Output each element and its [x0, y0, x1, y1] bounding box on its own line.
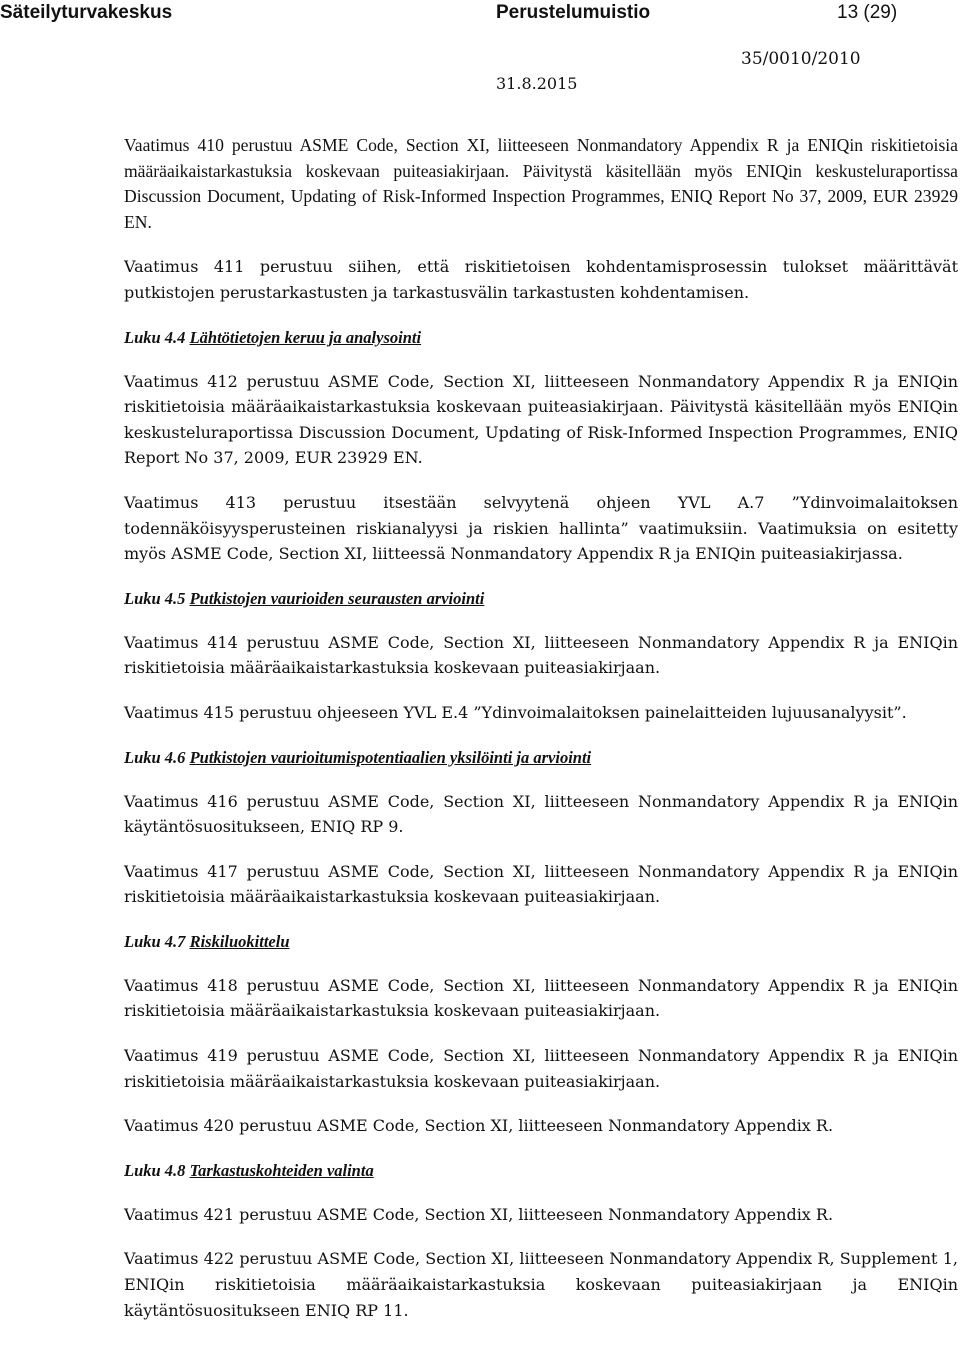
section-number: Luku 4.4 [124, 327, 186, 347]
paragraph-413: Vaatimus 413 perustuu itsestään selvyytenä ohjeen YVL A.7 ”Ydinvoimalaitoksen todennäköisyysperusteinen riskianalyysi ja riskien hallinta” vaatimuksiin. Vaatimuksia on esitetty myös ASME Code, Section XI, liitteessä Nonmandatory Appendix R ja ENIQin puiteasiakirjassa. [124, 492, 958, 564]
section-heading-4-5 [124, 586, 958, 611]
page-indicator: 13 (29) [837, 2, 898, 23]
section-title: Tarkastuskohteiden valinta [189, 1160, 374, 1180]
section-heading-4-6 [124, 745, 958, 770]
paragraph-418: Vaatimus 418 perustuu ASME Code, Section XI, liitteeseen Nonmandatory Appendix R ja ENIQin riskitietoisia määräaikaistarkastuksia koskevaan puiteasiakirjaan. [124, 975, 958, 1021]
document-date: 31.8.2015 [496, 74, 578, 93]
paragraph-410: Vaatimus 410 perustuu ASME Code, Section XI, liitteeseen Nonmandatory Appendix R ja ENIQin riskitietoisia määräaikaistarkastuksia koskevaan puiteasiakirjaan. Päivitystä käsitellään myös ENIQin keskusteluraportissa Discussion Document, Updating of Risk-Informed Inspection Programmes, ENIQ Report No 37, 2009, EUR 23929 EN. [124, 135, 958, 232]
paragraph-411: Vaatimus 411 perustuu siihen, että riskitietoisen kohdentamisprosessin tulokset määrittävät putkistojen perustarkastusten ja tarkastusvälin tarkastusten kohdentamisen. [124, 257, 958, 302]
paragraph-420: Vaatimus 420 perustuu ASME Code, Section XI, liitteeseen Nonmandatory Appendix R. [124, 1116, 834, 1136]
page-header [0, 0, 960, 100]
paragraph-421: Vaatimus 421 perustuu ASME Code, Section XI, liitteeseen Nonmandatory Appendix R. [124, 1204, 834, 1224]
section-number: Luku 4.7 [124, 931, 186, 951]
section-title: Lähtötietojen keruu ja analysointi [189, 327, 422, 347]
section-number: Luku 4.8 [124, 1160, 186, 1180]
paragraph-415: Vaatimus 415 perustuu ohjeeseen YVL E.4 ”Ydinvoimalaitoksen painelaitteiden lujuusanalyysit”. [124, 702, 907, 722]
paragraph-422: Vaatimus 422 perustuu ASME Code, Section XI, liitteeseen Nonmandatory Appendix R, Supplement 1, ENIQin riskitietoisia määräaikaistarkastuksia koskevaan puiteasiakirjaan ja ENIQin käytäntösuositukseen ENIQ RP 11. [124, 1249, 958, 1320]
section-number: Luku 4.6 [124, 747, 186, 767]
document-reference: 35/0010/2010 [741, 49, 861, 69]
paragraph-419: Vaatimus 419 perustuu ASME Code, Section XI, liitteeseen Nonmandatory Appendix R ja ENIQin riskitietoisia määräaikaistarkastuksia koskevaan puiteasiakirjaan. [124, 1046, 958, 1091]
paragraph-417: Vaatimus 417 perustuu ASME Code, Section XI, liitteeseen Nonmandatory Appendix R ja ENIQin riskitietoisia määräaikaistarkastuksia koskevaan puiteasiakirjaan. [124, 861, 958, 907]
paragraph-414: Vaatimus 414 perustuu ASME Code, Section XI, liitteeseen Nonmandatory Appendix R ja ENIQin riskitietoisia määräaikaistarkastuksia koskevaan puiteasiakirjaan. [124, 632, 958, 678]
document-type: Perustelumuistio [496, 2, 651, 23]
paragraph-412: Vaatimus 412 perustuu ASME Code, Section XI, liitteeseen Nonmandatory Appendix R ja ENIQin riskitietoisia määräaikaistarkastuksia koskevaan puiteasiakirjaan. Päivitystä käsitellään myös ENIQin keskusteluraportissa Discussion Document, Updating of Risk-Informed Inspection Programmes, ENIQ Report No 37, 2009, EUR 23929 EN. [124, 371, 958, 468]
section-title: Putkistojen vaurioitumispotentiaalien yksilöinti ja arviointi [189, 747, 592, 767]
section-heading-4-4 [124, 325, 958, 350]
organization-name: Säteilyturvakeskus [0, 2, 173, 23]
document-body [124, 133, 958, 1323]
section-heading-4-8 [124, 1158, 958, 1183]
section-title: Riskiluokittelu [189, 931, 290, 951]
paragraph-416: Vaatimus 416 perustuu ASME Code, Section XI, liitteeseen Nonmandatory Appendix R ja ENIQin käytäntösuositukseen, ENIQ RP 9. [124, 791, 958, 837]
section-number: Luku 4.5 [124, 588, 186, 608]
section-heading-4-7 [124, 929, 958, 954]
section-title: Putkistojen vaurioiden seurausten arviointi [189, 588, 485, 608]
